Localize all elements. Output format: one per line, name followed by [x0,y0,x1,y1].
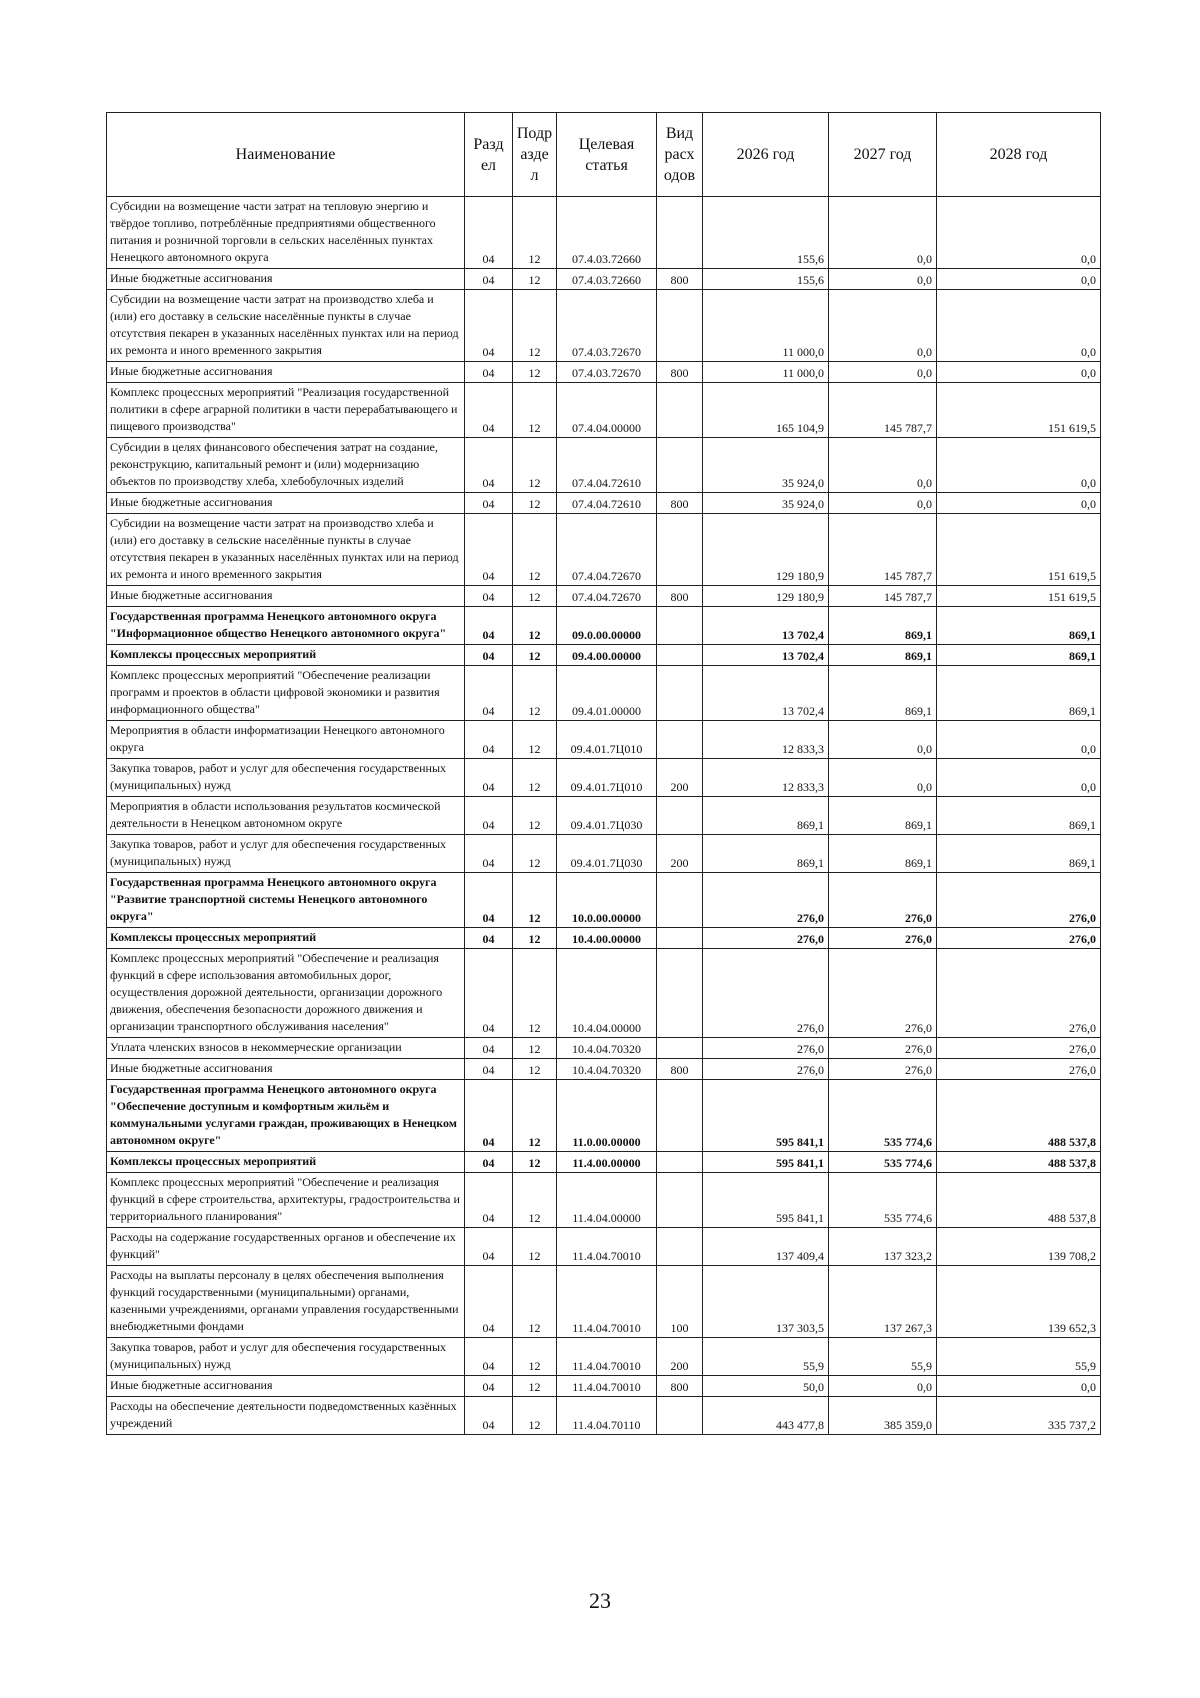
cell-target-article: 11.4.04.70110 [557,1397,657,1435]
cell-year-2026: 129 180,9 [703,586,829,607]
cell-section: 04 [465,873,513,928]
cell-expense-type [657,1228,703,1266]
cell-expense-type: 100 [657,1266,703,1338]
table-row [107,1038,1101,1059]
cell-year-2027: 535 774,6 [829,1173,937,1228]
cell-year-2027: 276,0 [829,1059,937,1080]
cell-section: 04 [465,362,513,383]
header-expense-type: Вид расх одов [657,113,703,197]
cell-year-2028: 276,0 [937,928,1101,949]
cell-expense-type [657,949,703,1038]
budget-table-page [106,112,1100,1435]
cell-subsection: 12 [513,362,557,383]
cell-subsection: 12 [513,873,557,928]
cell-section: 04 [465,493,513,514]
cell-year-2028: 0,0 [937,493,1101,514]
cell-expense-type [657,666,703,721]
cell-section: 04 [465,1266,513,1338]
cell-expense-type: 800 [657,362,703,383]
cell-target-article: 11.4.04.70010 [557,1338,657,1376]
cell-section: 04 [465,1397,513,1435]
cell-target-article: 10.4.04.70320 [557,1059,657,1080]
table-row [107,514,1101,586]
cell-section: 04 [465,949,513,1038]
cell-year-2028: 488 537,8 [937,1080,1101,1152]
cell-expense-type [657,928,703,949]
cell-year-2027: 869,1 [829,835,937,873]
cell-expense-type: 800 [657,1376,703,1397]
cell-year-2028: 0,0 [937,362,1101,383]
cell-year-2027: 0,0 [829,362,937,383]
cell-year-2027: 276,0 [829,928,937,949]
cell-year-2028: 276,0 [937,1059,1101,1080]
cell-section: 04 [465,1080,513,1152]
cell-name: Комплекс процессных мероприятий "Обеспечение и реализация функций в сфере использования автомобильных дорог, осуществления дорожной деятельности, организации дорожного движения, обеспечения безопасности дорожного движения и организации транспортного обслуживания населения" [107,949,465,1038]
cell-expense-type [657,383,703,438]
table-row [107,721,1101,759]
cell-year-2026: 443 477,8 [703,1397,829,1435]
cell-year-2027: 0,0 [829,290,937,362]
table-row [107,835,1101,873]
cell-subsection: 12 [513,1376,557,1397]
table-row [107,290,1101,362]
cell-year-2026: 12 833,3 [703,759,829,797]
cell-year-2026: 13 702,4 [703,645,829,666]
cell-year-2026: 35 924,0 [703,438,829,493]
cell-year-2028: 869,1 [937,607,1101,645]
cell-name: Закупка товаров, работ и услуг для обеспечения государственных (муниципальных) нужд [107,1338,465,1376]
cell-subsection: 12 [513,290,557,362]
cell-section: 04 [465,1376,513,1397]
table-row [107,666,1101,721]
cell-target-article: 07.4.04.72670 [557,514,657,586]
cell-year-2026: 276,0 [703,1059,829,1080]
cell-subsection: 12 [513,666,557,721]
cell-name: Государственная программа Ненецкого автономного округа "Информационное общество Ненецкого автономного округа" [107,607,465,645]
cell-year-2028: 869,1 [937,645,1101,666]
cell-subsection: 12 [513,1080,557,1152]
cell-section: 04 [465,607,513,645]
cell-year-2027: 0,0 [829,493,937,514]
table-row [107,1376,1101,1397]
table-row [107,362,1101,383]
cell-section: 04 [465,1338,513,1376]
cell-year-2027: 0,0 [829,1376,937,1397]
cell-year-2027: 535 774,6 [829,1080,937,1152]
cell-expense-type [657,607,703,645]
cell-year-2028: 335 737,2 [937,1397,1101,1435]
cell-target-article: 09.4.01.7Ц010 [557,759,657,797]
cell-expense-type: 800 [657,269,703,290]
table-row [107,759,1101,797]
cell-subsection: 12 [513,797,557,835]
cell-year-2028: 869,1 [937,797,1101,835]
cell-expense-type [657,514,703,586]
cell-section: 04 [465,797,513,835]
cell-year-2027: 0,0 [829,721,937,759]
cell-section: 04 [465,759,513,797]
header-year-2027: 2027 год [829,113,937,197]
cell-year-2028: 0,0 [937,759,1101,797]
cell-target-article: 10.4.00.00000 [557,928,657,949]
cell-section: 04 [465,383,513,438]
cell-year-2028: 139 708,2 [937,1228,1101,1266]
cell-section: 04 [465,514,513,586]
cell-name: Мероприятия в области информатизации Ненецкого автономного округа [107,721,465,759]
cell-year-2026: 137 409,4 [703,1228,829,1266]
cell-expense-type [657,797,703,835]
cell-year-2028: 0,0 [937,269,1101,290]
cell-section: 04 [465,197,513,269]
cell-year-2028: 0,0 [937,438,1101,493]
cell-section: 04 [465,1038,513,1059]
cell-target-article: 07.4.03.72670 [557,290,657,362]
table-row [107,1397,1101,1435]
cell-subsection: 12 [513,1397,557,1435]
cell-section: 04 [465,290,513,362]
cell-section: 04 [465,721,513,759]
header-subsection: Подр азде л [513,113,557,197]
cell-year-2026: 165 104,9 [703,383,829,438]
cell-expense-type: 200 [657,835,703,873]
cell-name: Комплекс процессных мероприятий "Реализация государственной политики в сфере аграрной политики в части перерабатывающего и пищевого производства" [107,383,465,438]
cell-target-article: 11.4.04.70010 [557,1266,657,1338]
cell-year-2028: 869,1 [937,666,1101,721]
header-year-2028: 2028 год [937,113,1101,197]
cell-target-article: 10.4.04.00000 [557,949,657,1038]
cell-subsection: 12 [513,1173,557,1228]
cell-year-2027: 0,0 [829,269,937,290]
cell-year-2026: 11 000,0 [703,362,829,383]
cell-year-2027: 869,1 [829,666,937,721]
cell-target-article: 07.4.03.72670 [557,362,657,383]
cell-year-2027: 145 787,7 [829,383,937,438]
cell-year-2026: 13 702,4 [703,666,829,721]
table-row [107,1228,1101,1266]
cell-year-2027: 0,0 [829,438,937,493]
cell-expense-type [657,645,703,666]
cell-year-2027: 535 774,6 [829,1152,937,1173]
cell-name: Иные бюджетные ассигнования [107,1059,465,1080]
cell-year-2028: 488 537,8 [937,1152,1101,1173]
table-row [107,1338,1101,1376]
cell-target-article: 07.4.04.00000 [557,383,657,438]
cell-subsection: 12 [513,759,557,797]
cell-year-2028: 276,0 [937,949,1101,1038]
cell-year-2027: 55,9 [829,1338,937,1376]
cell-section: 04 [465,586,513,607]
cell-year-2028: 139 652,3 [937,1266,1101,1338]
cell-year-2028: 0,0 [937,1376,1101,1397]
cell-section: 04 [465,1228,513,1266]
cell-target-article: 07.4.04.72610 [557,438,657,493]
cell-name: Закупка товаров, работ и услуг для обеспечения государственных (муниципальных) нужд [107,759,465,797]
cell-target-article: 09.4.01.7Ц030 [557,835,657,873]
cell-subsection: 12 [513,1266,557,1338]
cell-target-article: 09.4.01.7Ц030 [557,797,657,835]
cell-target-article: 10.4.04.70320 [557,1038,657,1059]
cell-year-2027: 145 787,7 [829,586,937,607]
table-row [107,1080,1101,1152]
cell-expense-type [657,1038,703,1059]
cell-year-2026: 276,0 [703,1038,829,1059]
cell-subsection: 12 [513,1059,557,1080]
cell-section: 04 [465,269,513,290]
cell-year-2028: 869,1 [937,835,1101,873]
cell-year-2027: 276,0 [829,949,937,1038]
cell-expense-type [657,197,703,269]
cell-subsection: 12 [513,835,557,873]
cell-name: Расходы на обеспечение деятельности подведомственных казённых учреждений [107,1397,465,1435]
cell-year-2028: 488 537,8 [937,1173,1101,1228]
table-row [107,586,1101,607]
cell-section: 04 [465,835,513,873]
cell-subsection: 12 [513,383,557,438]
cell-target-article: 07.4.04.72610 [557,493,657,514]
cell-expense-type: 200 [657,1338,703,1376]
cell-year-2028: 151 619,5 [937,514,1101,586]
cell-name: Расходы на содержание государственных органов и обеспечение их функций" [107,1228,465,1266]
cell-subsection: 12 [513,197,557,269]
cell-expense-type [657,438,703,493]
cell-subsection: 12 [513,1228,557,1266]
cell-year-2027: 869,1 [829,645,937,666]
cell-year-2026: 595 841,1 [703,1080,829,1152]
cell-subsection: 12 [513,607,557,645]
cell-target-article: 07.4.04.72670 [557,586,657,607]
cell-name: Иные бюджетные ассигнования [107,493,465,514]
cell-subsection: 12 [513,586,557,607]
cell-year-2026: 595 841,1 [703,1173,829,1228]
cell-name: Уплата членских взносов в некоммерческие организации [107,1038,465,1059]
cell-year-2027: 0,0 [829,759,937,797]
cell-name: Иные бюджетные ассигнования [107,269,465,290]
cell-year-2027: 276,0 [829,873,937,928]
cell-name: Государственная программа Ненецкого автономного округа "Развитие транспортной системы Ненецкого автономного округа" [107,873,465,928]
cell-section: 04 [465,1173,513,1228]
cell-year-2026: 869,1 [703,835,829,873]
cell-target-article: 11.0.00.00000 [557,1080,657,1152]
cell-expense-type [657,1173,703,1228]
table-row [107,493,1101,514]
cell-year-2026: 595 841,1 [703,1152,829,1173]
cell-target-article: 09.4.00.00000 [557,645,657,666]
table-row [107,438,1101,493]
table-row [107,197,1101,269]
cell-section: 04 [465,666,513,721]
table-row [107,269,1101,290]
cell-year-2027: 869,1 [829,797,937,835]
cell-year-2026: 13 702,4 [703,607,829,645]
table-row [107,797,1101,835]
cell-year-2026: 276,0 [703,873,829,928]
cell-year-2026: 276,0 [703,928,829,949]
header-name: Наименование [107,113,465,197]
cell-subsection: 12 [513,949,557,1038]
cell-target-article: 11.4.04.00000 [557,1173,657,1228]
budget-table [106,112,1101,1435]
cell-year-2028: 151 619,5 [937,383,1101,438]
table-row [107,607,1101,645]
cell-subsection: 12 [513,1338,557,1376]
cell-expense-type [657,721,703,759]
cell-name: Комплекс процессных мероприятий "Обеспечение и реализация функций в сфере строительства, архитектуры, градостроительства и территориального планирования" [107,1173,465,1228]
cell-expense-type: 200 [657,759,703,797]
cell-expense-type [657,873,703,928]
cell-subsection: 12 [513,1152,557,1173]
cell-section: 04 [465,1152,513,1173]
cell-expense-type [657,1152,703,1173]
cell-year-2028: 55,9 [937,1338,1101,1376]
cell-name: Иные бюджетные ассигнования [107,1376,465,1397]
cell-year-2026: 276,0 [703,949,829,1038]
cell-subsection: 12 [513,269,557,290]
cell-year-2026: 155,6 [703,269,829,290]
cell-year-2027: 145 787,7 [829,514,937,586]
cell-year-2026: 869,1 [703,797,829,835]
cell-name: Комплексы процессных мероприятий [107,928,465,949]
cell-target-article: 09.0.00.00000 [557,607,657,645]
cell-target-article: 09.4.01.00000 [557,666,657,721]
cell-year-2027: 385 359,0 [829,1397,937,1435]
cell-year-2026: 11 000,0 [703,290,829,362]
table-row [107,949,1101,1038]
table-row [107,1059,1101,1080]
cell-year-2026: 155,6 [703,197,829,269]
cell-section: 04 [465,438,513,493]
cell-year-2028: 151 619,5 [937,586,1101,607]
cell-name: Субсидии на возмещение части затрат на тепловую энергию и твёрдое топливо, потреблённые предприятиями общественного питания и розничной торговли в сельских населённых пунктах Ненецкого автономного округа [107,197,465,269]
cell-expense-type [657,290,703,362]
cell-target-article: 07.4.03.72660 [557,269,657,290]
cell-expense-type [657,1397,703,1435]
cell-year-2026: 55,9 [703,1338,829,1376]
cell-name: Комплекс процессных мероприятий "Обеспечение реализации программ и проектов в области цифровой экономики и развития информационного общества" [107,666,465,721]
cell-year-2028: 0,0 [937,290,1101,362]
cell-target-article: 11.4.00.00000 [557,1152,657,1173]
cell-subsection: 12 [513,493,557,514]
cell-name: Субсидии на возмещение части затрат на производство хлеба и (или) его доставку в сельские населённые пункты в случае отсутствия пекарен в указанных населённых пунктах или на период их ремонта и иного временного закрытия [107,514,465,586]
cell-expense-type: 800 [657,586,703,607]
cell-year-2028: 0,0 [937,197,1101,269]
table-row [107,1266,1101,1338]
cell-target-article: 07.4.03.72660 [557,197,657,269]
table-row [107,383,1101,438]
header-target-article: Целевая статья [557,113,657,197]
cell-target-article: 10.0.00.00000 [557,873,657,928]
cell-year-2028: 276,0 [937,873,1101,928]
cell-name: Комплексы процессных мероприятий [107,645,465,666]
cell-target-article: 11.4.04.70010 [557,1376,657,1397]
cell-section: 04 [465,645,513,666]
cell-year-2026: 12 833,3 [703,721,829,759]
cell-subsection: 12 [513,645,557,666]
cell-year-2027: 137 323,2 [829,1228,937,1266]
cell-name: Закупка товаров, работ и услуг для обеспечения государственных (муниципальных) нужд [107,835,465,873]
cell-year-2027: 869,1 [829,607,937,645]
cell-name: Иные бюджетные ассигнования [107,586,465,607]
cell-subsection: 12 [513,928,557,949]
cell-section: 04 [465,928,513,949]
cell-name: Государственная программа Ненецкого автономного округа "Обеспечение доступным и комфортным жильём и коммунальными услугами граждан, проживающих в Ненецком автономном округе" [107,1080,465,1152]
cell-expense-type: 800 [657,1059,703,1080]
cell-year-2028: 0,0 [937,721,1101,759]
table-row [107,928,1101,949]
header-section: Разд ел [465,113,513,197]
table-row [107,1152,1101,1173]
cell-name: Субсидии на возмещение части затрат на производство хлеба и (или) его доставку в сельские населённые пункты в случае отсутствия пекарен в указанных населённых пунктах или на период их ремонта и иного временного закрытия [107,290,465,362]
cell-subsection: 12 [513,438,557,493]
cell-name: Комплексы процессных мероприятий [107,1152,465,1173]
cell-year-2028: 276,0 [937,1038,1101,1059]
cell-expense-type: 800 [657,493,703,514]
cell-expense-type [657,1080,703,1152]
cell-subsection: 12 [513,514,557,586]
cell-section: 04 [465,1059,513,1080]
cell-year-2026: 50,0 [703,1376,829,1397]
cell-target-article: 11.4.04.70010 [557,1228,657,1266]
table-row [107,645,1101,666]
table-header-row [107,113,1101,197]
cell-year-2027: 137 267,3 [829,1266,937,1338]
cell-name: Иные бюджетные ассигнования [107,362,465,383]
cell-name: Расходы на выплаты персоналу в целях обеспечения выполнения функций государственными (муниципальными) органами, казенными учреждениями, органами управления государственными внебюджетными фондами [107,1266,465,1338]
cell-name: Мероприятия в области использования результатов космической деятельности в Ненецком автономном округе [107,797,465,835]
cell-year-2027: 276,0 [829,1038,937,1059]
cell-subsection: 12 [513,1038,557,1059]
table-row [107,1173,1101,1228]
cell-year-2026: 137 303,5 [703,1266,829,1338]
cell-year-2026: 35 924,0 [703,493,829,514]
cell-target-article: 09.4.01.7Ц010 [557,721,657,759]
cell-subsection: 12 [513,721,557,759]
cell-name: Субсидии в целях финансового обеспечения затрат на создание, реконструкцию, капитальный ремонт и (или) модернизацию объектов по производству хлеба, хлебобулочных изделий [107,438,465,493]
cell-year-2027: 0,0 [829,197,937,269]
page-number: 23 [589,1588,611,1613]
table-body [107,197,1101,1435]
table-row [107,873,1101,928]
header-year-2026: 2026 год [703,113,829,197]
cell-year-2026: 129 180,9 [703,514,829,586]
